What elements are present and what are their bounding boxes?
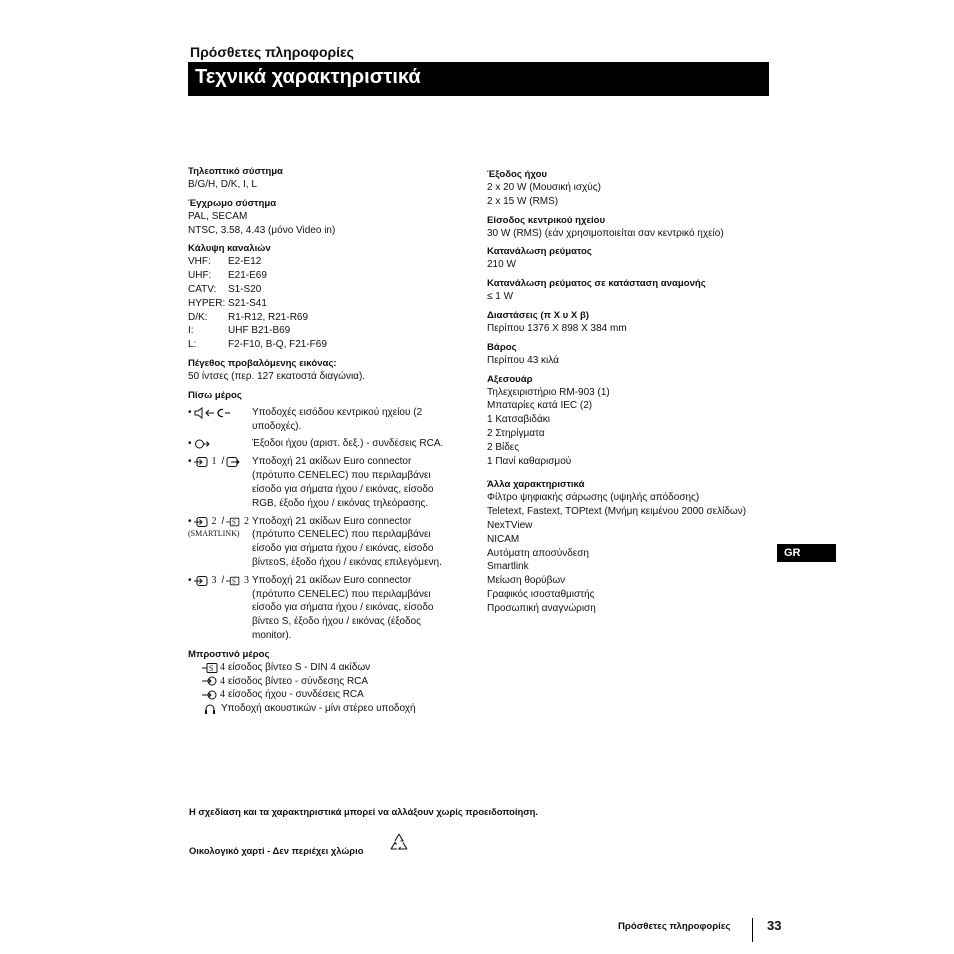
spec-line: Περίπου 1376 X 898 X 384 mm — [487, 322, 627, 334]
scart-number: 3 — [211, 574, 217, 586]
band-key: VHF: — [188, 256, 211, 268]
spec-line: ≤ 1 W — [487, 291, 514, 303]
svg-text:S: S — [232, 519, 237, 527]
band-key: UHF: — [188, 270, 212, 282]
front-text: είσοδος βίντεο S - DIN 4 ακίδων — [228, 661, 371, 673]
right-column — [487, 168, 777, 616]
spec-line: Τηλεχειριστήριο RM-903 (1) — [487, 386, 610, 398]
color-system-heading: Έγχρωμο σύστημα — [188, 197, 277, 209]
spec-line: 30 W (RMS) (εάν χρησιμοποιείται σαν κεντρικό ηχείο) — [487, 227, 724, 239]
headphones-icon — [202, 703, 218, 715]
front-heading: Μπροστινό μέρος — [188, 648, 270, 660]
front-item — [188, 702, 478, 716]
spec-line: 2 x 20 W (Μουσική ισχύς) — [487, 182, 601, 193]
scart-number: 2 — [211, 515, 217, 527]
footer-section-label: Πρόσθετες πληροφορίες — [618, 921, 731, 932]
spec-line: Αυτόματη αποσύνδεση — [487, 547, 589, 559]
s-video-scart-icon — [226, 575, 240, 587]
spec-line: Γραφικός ισοσταθμιστής — [487, 588, 595, 600]
rear-item — [188, 437, 478, 451]
rear-item — [188, 515, 478, 570]
rear-description — [252, 515, 472, 570]
svg-text:S: S — [232, 578, 237, 586]
spec-line: 1 Πανί καθαρισμού — [487, 455, 572, 467]
spec-line: 210 W — [487, 259, 516, 271]
rear-line: είσοδο για σήματα ήχου / εικόνας, είσοδο — [252, 602, 434, 614]
front-text: είσοδος βίντεο - σύνδεσης RCA — [228, 675, 369, 687]
scart-out-icon — [226, 456, 240, 468]
language-tab: GR — [777, 544, 836, 562]
rear-line: Υποδοχή 21 ακίδων Euro connector — [252, 515, 412, 527]
tv-system-value: B/G/H, D/K, I, L — [188, 179, 257, 190]
video-in-icon — [202, 675, 218, 687]
front-text: Υποδοχή ακουστικών - μίνι στέρεο υποδοχή — [221, 703, 416, 715]
scart-number: 3 — [244, 574, 249, 586]
spec-line: Μείωση θορύβων — [487, 575, 566, 587]
tv-system-heading: Τηλεοπτικό σύστημα — [188, 166, 283, 177]
scart-1-icon — [194, 456, 208, 468]
rear-line: είσοδο για σήματα ήχου / εικόνας, είσοδο — [252, 543, 434, 555]
audio-in-icon — [202, 689, 218, 701]
band-value: S1-S20 — [228, 283, 262, 295]
rear-description — [252, 574, 472, 643]
spec-line: NICAM — [487, 533, 520, 545]
spec-line: Teletext, Fastext, TOPtext (Μνήμη κειμένου 2000 σελίδων) — [487, 506, 747, 518]
scart-number: 1 — [211, 456, 217, 468]
rear-heading: Πίσω μέρος — [188, 389, 242, 401]
band-value: E2-E12 — [228, 256, 262, 268]
spec-line: Προσωπική αναγνώριση — [487, 602, 596, 614]
recycle-icon — [388, 832, 410, 854]
rear-line: βίντεοS, έξοδο ήχου / εικόνας επιλεγόμενη. — [252, 556, 442, 568]
picture-size-heading: Πέγεθος προβαλόμενης εικόνας: — [188, 357, 337, 369]
spec-line: 1 Κατσαβιδάκι — [487, 414, 550, 426]
smartlink-note: (SMARTLINK) — [188, 528, 240, 538]
rear-line: (πρότυπο CENELEC) που περιλαμβάνει — [252, 529, 431, 541]
band-value: UHF B21-B69 — [228, 325, 291, 337]
rear-symbol: • 2 / S 2 (SMARTLINK) — [188, 515, 252, 570]
rear-item — [188, 455, 478, 510]
scart-3-icon — [194, 575, 208, 587]
spec-line: 2 Στηρίγματα — [487, 427, 545, 439]
band-value: E21-E69 — [228, 270, 267, 282]
rear-line: Υποδοχές εισόδου κεντρικού ηχείου (2 — [252, 406, 423, 418]
rear-item — [188, 406, 478, 434]
band-row — [188, 283, 478, 297]
front-number: 4 — [220, 661, 225, 673]
front-text: είσοδος ήχου - συνδέσεις RCA — [228, 689, 364, 701]
s-video-in-icon — [202, 662, 218, 674]
rear-symbol: • — [188, 406, 252, 434]
band-value: S21-S41 — [228, 297, 267, 309]
dimensions-heading: Διαστάσεις (π X υ X β) — [487, 309, 590, 321]
rear-symbol: • — [188, 437, 252, 451]
color-system-line: NTSC, 3.58, 4.43 (μόνο Video in) — [188, 224, 336, 236]
rear-line: βίντεο S, έξοδο ήχου / εικόνας (έξοδος — [252, 616, 421, 628]
band-row — [188, 338, 478, 352]
center-in-heading: Είσοδος κεντρικού ηχείου — [487, 214, 606, 226]
band-key: L: — [188, 339, 197, 351]
page-title: Τεχνικά χαρακτηριστικά — [188, 62, 769, 96]
page-number: 33 — [767, 918, 782, 933]
rear-description — [252, 406, 472, 434]
band-row — [188, 255, 478, 269]
picture-size-value: 50 ίντσες (περ. 127 εκατοστά διαγώνια). — [188, 370, 366, 382]
svg-text:S: S — [209, 663, 214, 673]
band-key: CATV: — [188, 283, 217, 295]
scart-number: 2 — [244, 515, 249, 527]
section-label: Πρόσθετες πληροφορίες — [190, 44, 354, 60]
band-key: HYPER: — [188, 297, 226, 309]
audio-out-heading: Έξοδος ήχου — [487, 169, 548, 180]
footer-divider — [752, 918, 753, 942]
rear-description — [252, 455, 472, 510]
band-value: R1-R12, R21-R69 — [228, 311, 309, 323]
change-notice: Η σχεδίαση και τα χαρακτηριστικά μπορεί να αλλάξουν χωρίς προειδοποίηση. — [189, 806, 538, 817]
audio-out-icon — [194, 438, 210, 450]
front-item — [188, 661, 478, 675]
spec-line: Μπαταρίες κατά IEC (2) — [487, 400, 593, 412]
front-number: 4 — [220, 689, 225, 701]
power-heading: Κατανάλωση ρεύματος — [487, 246, 592, 258]
other-features-heading: Άλλα χαρακτηριστικά — [487, 479, 585, 491]
rear-line: monitor). — [252, 629, 292, 641]
color-system-line: PAL, SECAM — [188, 210, 248, 222]
front-item — [188, 688, 478, 702]
rear-description — [252, 437, 472, 451]
band-key: I: — [188, 325, 194, 337]
spec-line: Smartlink — [487, 561, 529, 573]
s-video-scart-icon — [226, 516, 240, 528]
rear-symbol: • 3 / S 3 — [188, 574, 249, 586]
rear-line: RGB, έξοδο ήχου / εικόνας τηλεόρασης. — [252, 497, 429, 509]
weight-heading: Βάρος — [487, 341, 517, 353]
front-item — [188, 675, 478, 689]
rear-line: υποδοχές). — [252, 420, 302, 432]
spec-line: Φίλτρο ψηφιακής σάρωσης (υψηλής απόδοσης) — [487, 492, 700, 504]
channel-coverage-heading: Κάλυψη καναλιών — [188, 243, 271, 255]
rear-line: (πρότυπο CENELEC) που περιλαμβάνει — [252, 588, 431, 600]
spec-line: Περίπου 43 κιλά — [487, 354, 559, 366]
scart-2-icon — [194, 516, 208, 528]
band-row — [188, 324, 478, 338]
band-row — [188, 269, 478, 283]
rear-item — [188, 574, 478, 643]
rear-line: Υποδοχή 21 ακίδων Euro connector — [252, 456, 412, 468]
rear-line: Έξοδοι ήχου (αριστ. δεξ.) - συνδέσεις RCA. — [252, 438, 444, 450]
band-value: F2-F10, B-Q, F21-F69 — [228, 339, 327, 351]
center-speaker-in-icon — [194, 407, 232, 419]
band-key: D/K: — [188, 311, 208, 323]
rear-line: (πρότυπο CENELEC) που περιλαμβάνει — [252, 470, 431, 482]
band-row — [188, 311, 478, 325]
left-column — [188, 165, 478, 716]
spec-line: NexTView — [487, 519, 533, 531]
spec-line: 2 Βίδες — [487, 441, 520, 453]
front-number: 4 — [220, 675, 225, 687]
rear-line: είσοδο για σήματα ήχου / εικόνας, είσοδο — [252, 483, 434, 495]
accessories-heading: Αξεσουάρ — [487, 373, 533, 385]
band-row — [188, 297, 478, 311]
standby-heading: Κατανάλωση ρεύματος σε κατάσταση αναμονής — [487, 278, 706, 290]
eco-paper-note: Οικολογικό χαρτί - Δεν περιέχει χλώριο — [189, 845, 364, 856]
rear-symbol: • 1 / — [188, 455, 252, 510]
rear-line: Υποδοχή 21 ακίδων Euro connector — [252, 574, 412, 586]
spec-line: 2 x 15 W (RMS) — [487, 195, 559, 207]
